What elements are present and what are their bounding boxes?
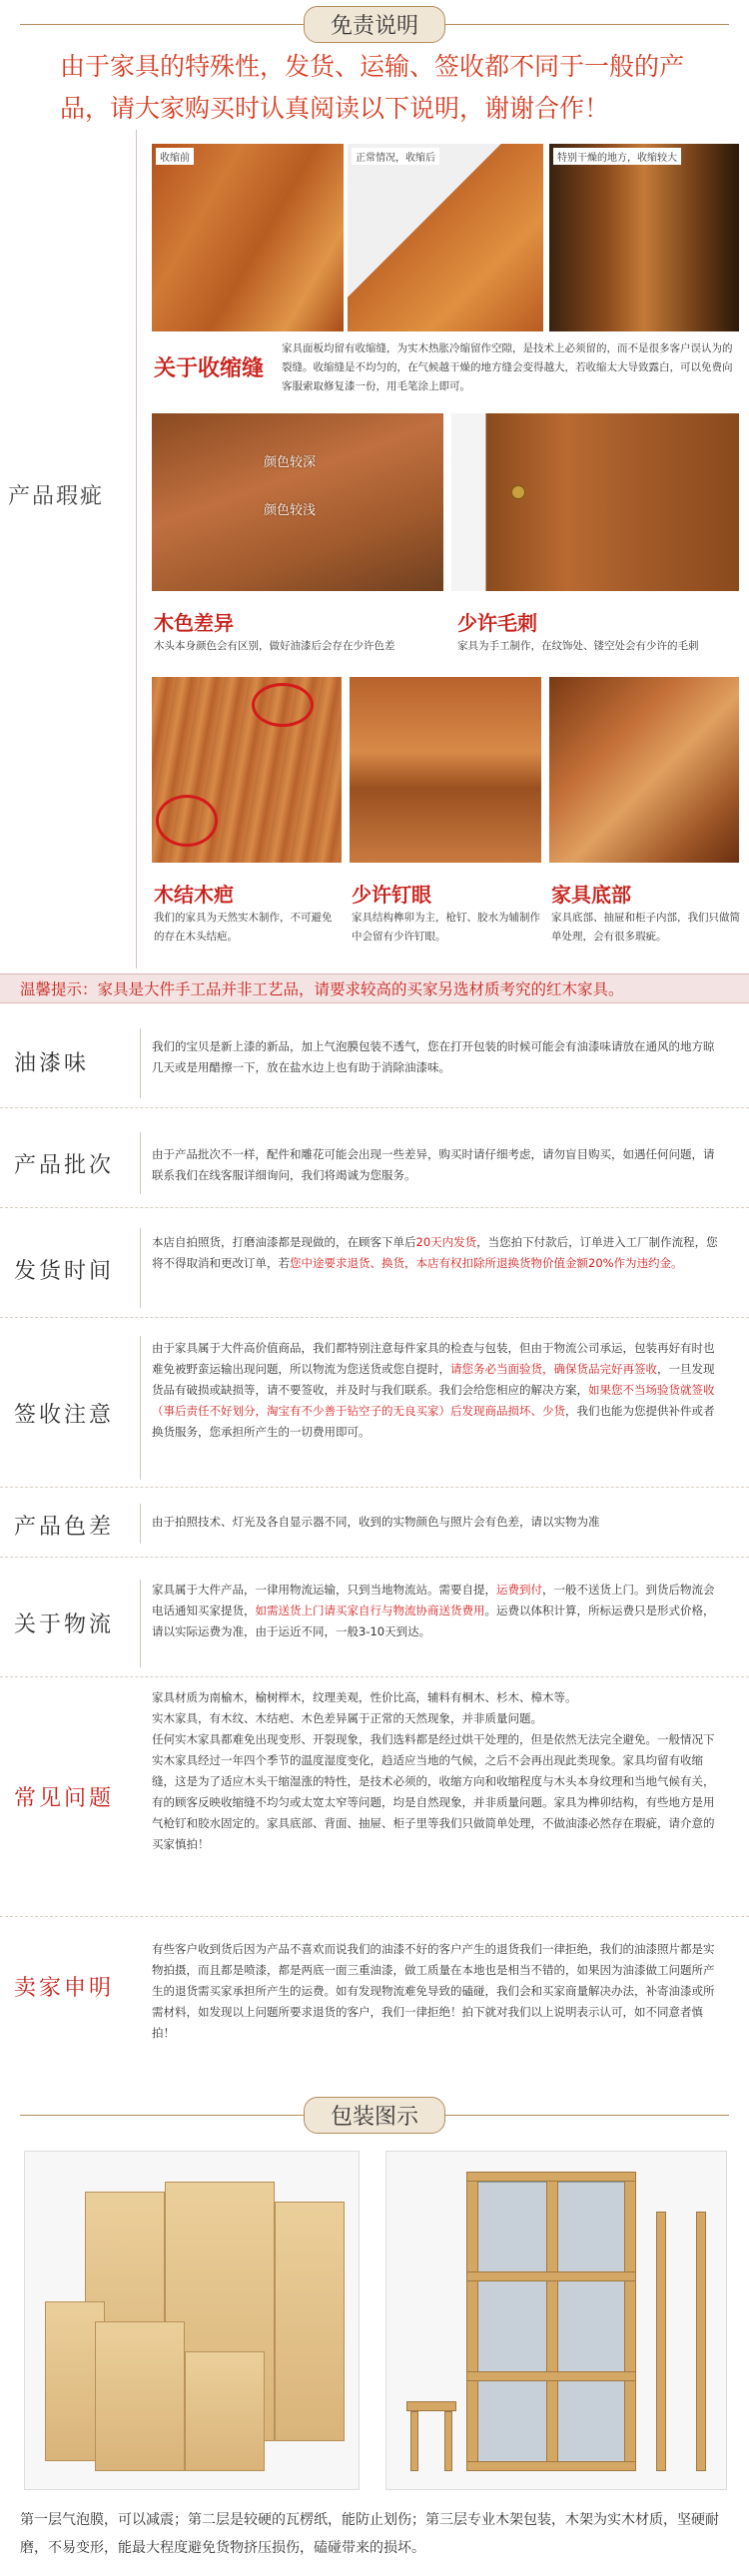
ship-text-a: 本店自拍照货，打磨油漆都是现做的，在顾客下单后 bbox=[152, 1235, 416, 1249]
packaging-banner bbox=[0, 2095, 749, 2135]
crate-stool-leg bbox=[410, 2411, 418, 2471]
row-divider bbox=[140, 1580, 141, 1667]
knots-photo bbox=[152, 677, 342, 863]
row-text: 家具材质为南榆木，榆树榉木，纹理美观，性价比高，辅料有桐木、杉木、樟木等。 实木家具，有木纹、木结疤、木色差异属于正常的天然现象，并非质量问题。 任何实木家具都难免出现变形、开裂现象，我们选料都是经过烘干处理的，但是依然无法完全避免。一般情况下实木家具经过一年四个季节的温度湿度变化，趋适应当地的气候，之后不会再出现此类现象。家具均留有收缩缝，这是为了适应木头干缩湿涨的特性，是技术必须的，收缩方向和收缩程度与木头本身纹理和当地气候有关，有的顾客反映收缩缝不均匀或太宽太窄等问题，均是自然现象，并非质量问题。家具为榫卯结构，有些地方是用气枪钉和胶水固定的。家具底部、背面、抽屉、柜子里等我们只做简单处理，不做油漆必然存在瑕疵，请介意的买家慎拍！ bbox=[152, 1690, 715, 1851]
row-label: 油漆味 bbox=[14, 1051, 90, 1076]
logistics-text-b: ，一般不送货上门。到货后物流会电话通知买家提货， bbox=[152, 1583, 715, 1617]
row-text: 我们的宝贝是新上漆的新品，加上气泡膜包装不透气，您在打开包装的时候可能会有油漆味请放在通风的地方晾几天或是用醋擦一下，放在盐水边上也有助于消除油漆味。 bbox=[152, 1039, 715, 1074]
receipt-text-a: 由于家具属于大件高价值商品，我们都特别注意每件家具的检查与包装，但由于物流公司承运，包装再好有时也难免被野蛮运输出现问题，所以物流为您送货或您自提时， bbox=[152, 1341, 715, 1376]
logistics-highlight-cod: 运费到付 bbox=[496, 1583, 542, 1597]
row-divider bbox=[140, 1504, 141, 1544]
door-knob bbox=[511, 485, 525, 499]
row-divider bbox=[140, 1228, 141, 1308]
row-text: 由于产品批次不一样，配件和雕花可能会出现一些差异，购买时请仔细考虑，请勿盲目购买，如遇任何问题，请联系我们在线客服详细询问，我们将竭诚为您服务。 bbox=[152, 1147, 715, 1182]
defects-divider bbox=[136, 130, 137, 968]
row-logistics bbox=[0, 1558, 749, 1677]
row-label: 产品色差 bbox=[14, 1515, 115, 1540]
logistics-text-a: 家具属于大件产品，一律用物流运输，只到当地物流站。需要自提， bbox=[152, 1583, 496, 1597]
shrinkage-text: 家具面板均留有收缩缝，为实木热胀冷缩留作空隙，是技术上必须留的，而不是很多客户误认为的裂缝。收缩缝是不均匀的，在气候越干燥的地方缝会变得越大，若收缩太大导致露白，可以免费向客服索取修复漆一份，用毛笔涂上即可。 bbox=[282, 342, 733, 392]
crate-post bbox=[466, 2172, 478, 2471]
crate-post bbox=[546, 2172, 558, 2471]
burrs-title: 少许毛刺 bbox=[457, 611, 537, 635]
ship-text-b: ，当您拍下付款后，订单进入工厂制作流程，您将不得取消和更改订单，若 bbox=[152, 1235, 718, 1270]
shrinkage-title: 关于收缩缝 bbox=[154, 355, 265, 381]
packaging-banner-title: 包装图示 bbox=[304, 2097, 445, 2134]
nails-photo bbox=[350, 677, 541, 863]
info-rows bbox=[0, 1008, 749, 2057]
carton-box bbox=[275, 2202, 345, 2441]
nails-title: 少许钉眼 bbox=[352, 883, 431, 907]
row-text bbox=[152, 1338, 721, 1443]
bottom-text: 家具底部、抽屉和柜子内部，我们只做简单处理，会有很多瑕疵。 bbox=[551, 912, 740, 943]
color-diff-text: 木头本身颜色会有区别，做好油漆后会存在少许色差 bbox=[154, 640, 395, 652]
color-note-light: 颜色较浅 bbox=[264, 503, 317, 518]
shrinkage-photo-before bbox=[152, 144, 344, 331]
bottom-title: 家具底部 bbox=[551, 883, 631, 907]
burrs-photo bbox=[451, 413, 739, 591]
ship-highlight-penalty: 您中途要求退货、换货，本店有权扣除所退换货物价值金额20%作为违约金。 bbox=[290, 1256, 683, 1270]
defects-section bbox=[0, 130, 749, 968]
crate-rail bbox=[466, 2371, 636, 2381]
knots-title: 木结木疤 bbox=[154, 883, 234, 907]
photo-tag: 特别干燥的地方，收缩较大 bbox=[553, 148, 681, 165]
logistics-text-c: 。运费以体积计算，所标运费只是形式价格，请以实际运费为准，由于运近不同，一般3-10天到达。 bbox=[152, 1604, 715, 1638]
receipt-text-b: ，一旦发现货品有破损或缺损等，请不要签收，并及时与我们联系。我们会给您相应的解决方案， bbox=[152, 1362, 715, 1397]
crate-post bbox=[656, 2212, 666, 2471]
row-color bbox=[0, 1488, 749, 1558]
row-paint-smell bbox=[0, 1008, 749, 1108]
row-divider bbox=[140, 1028, 141, 1098]
row-label: 产品批次 bbox=[14, 1153, 115, 1178]
row-text: 有些客户收到货后因为产品不喜欢而说我们的油漆不好的客户产生的退货我们一律拒绝，我们的油漆照片都是实物拍摄，而且都是喷漆，都是两底一面三重油漆，做工质量在本地也是相当不错的，如果因为油漆做工问题所产生的退货需买家承担所产生的运费。如有发现物流难免导致的磕碰，我们会和买家商量解决办法，补寄油漆或所需材料，如发现以上问题所要求退货的客户，我们一律拒绝！拍下就对我们以上说明表示认可，如不同意者慎拍！ bbox=[152, 1942, 715, 2040]
row-text bbox=[152, 1232, 721, 1274]
defects-side-label: 产品瑕疵 bbox=[8, 484, 105, 509]
carton-box bbox=[185, 2351, 265, 2471]
receipt-highlight-inspect: 请您务必当面验货，确保货品完好再签收 bbox=[450, 1362, 657, 1376]
row-batch bbox=[0, 1108, 749, 1208]
crate-rail bbox=[466, 2172, 636, 2182]
color-diff-photo bbox=[152, 413, 443, 591]
shrinkage-photo-dry bbox=[549, 144, 739, 331]
receipt-highlight-warning: 如果您不当场验货就签收（事后责任不好划分，淘宝有不少善于钻空子的无良买家）后发现商品损坏、少货 bbox=[152, 1383, 715, 1418]
crate-rail bbox=[466, 2271, 636, 2281]
burrs-text: 家具为手工制作，在纹饰处、镂空处会有少许的毛刺 bbox=[457, 640, 699, 652]
row-faq bbox=[0, 1677, 749, 1917]
row-seller-statement bbox=[0, 1917, 749, 2057]
row-label: 卖家申明 bbox=[14, 1976, 115, 2001]
row-receipt bbox=[0, 1318, 749, 1488]
warm-tip: 温馨提示：家具是大件手工品并非工艺品，请要求较高的买家另选材质考究的红木家具。 bbox=[0, 973, 749, 1003]
disclaimer-intro: 由于家具的特殊性，发货、运输、签收都不同于一般的产品，请大家购买时认真阅读以下说明，谢谢合作！ bbox=[60, 52, 685, 123]
row-label: 关于物流 bbox=[14, 1612, 115, 1637]
ship-highlight-days: 20天内发货 bbox=[415, 1235, 477, 1249]
disclaimer-banner bbox=[0, 4, 749, 44]
row-ship-time bbox=[0, 1208, 749, 1318]
disclaimer-banner-title: 免责说明 bbox=[304, 6, 445, 43]
crate-rail bbox=[466, 2461, 636, 2471]
row-text: 由于拍照技术、灯光及各自显示器不同，收到的实物颜色与照片会有色差，请以实物为准 bbox=[152, 1515, 600, 1529]
packaging-photo-boxes bbox=[24, 2151, 360, 2490]
row-divider bbox=[140, 1132, 141, 1194]
photo-tag: 正常情况，收缩后 bbox=[352, 148, 439, 165]
receipt-text-c: ，我们也能为您提供补件或者换货服务，您承担所产生的一切费用即可。 bbox=[152, 1404, 715, 1439]
row-label: 发货时间 bbox=[14, 1259, 115, 1284]
photo-tag: 收缩前 bbox=[156, 148, 194, 165]
row-text bbox=[152, 1580, 721, 1642]
crate-stool-leg bbox=[444, 2411, 452, 2471]
crate-post bbox=[696, 2212, 706, 2471]
packaging-text: 第一层气泡膜，可以减震；第二层是较硬的瓦楞纸，能防止划伤；第三层专业木架包装，木架为实木材质，坚硬耐磨，不易变形，能最大程度避免货物挤压损伤，磕碰带来的损坏。 bbox=[20, 2512, 719, 2556]
bottom-photo bbox=[549, 677, 739, 863]
knots-text: 我们的家具为天然实木制作，不可避免的存在木头结疤。 bbox=[154, 912, 333, 943]
row-label: 常见问题 bbox=[14, 1786, 115, 1811]
carton-box bbox=[95, 2321, 185, 2471]
row-label: 签收注意 bbox=[14, 1403, 115, 1428]
logistics-highlight-delivery: 如需送货上门请买家自行与物流协商送货费用 bbox=[255, 1604, 485, 1617]
crate-post bbox=[624, 2172, 636, 2471]
knot-circle-1 bbox=[252, 683, 314, 727]
nails-text: 家具结构榫卯为主，枪钉、胶水为辅制作中会留有少许钉眼。 bbox=[352, 912, 540, 943]
color-note-dark: 颜色较深 bbox=[264, 455, 317, 470]
crate-stool bbox=[406, 2401, 456, 2411]
shrinkage-photo-after bbox=[348, 144, 543, 331]
knot-circle-2 bbox=[156, 795, 218, 847]
row-divider bbox=[140, 1336, 141, 1480]
color-diff-title: 木色差异 bbox=[154, 611, 234, 635]
packaging-photo-crate bbox=[385, 2151, 727, 2490]
